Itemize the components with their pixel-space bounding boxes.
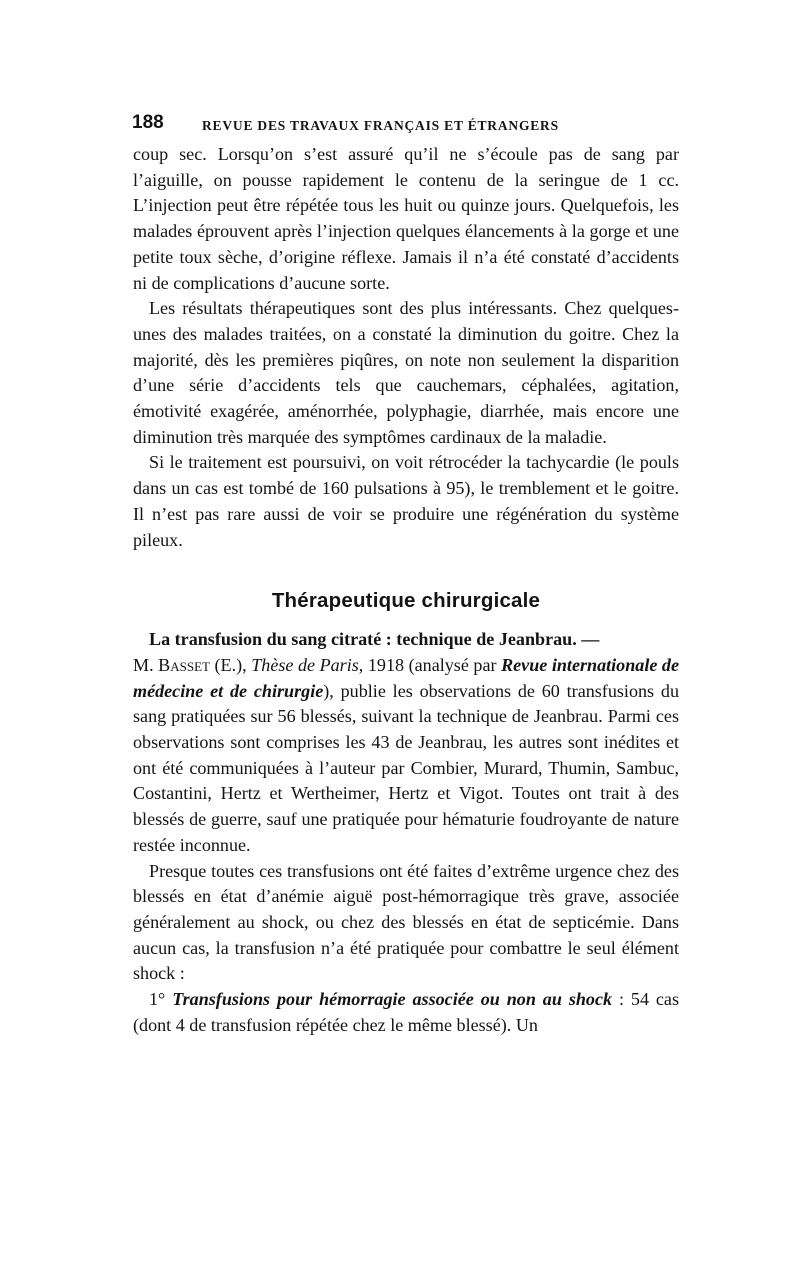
paragraph-treatment: Si le traitement est poursuivi, on voit rétrocéder la tachycardie (le pouls dans un cas est tombé de 160 pulsations à 95), le tremblement et le goitre. Il n’est pas rare aussi de voir se produire une régénération du système pileux. <box>133 452 679 550</box>
item-text: : 54 cas (dont 4 de transfusion répétée chez le même blessé). Un <box>133 989 680 1035</box>
item-heading: Transfusions pour hémorragie associée ou non au shock <box>172 989 613 1010</box>
page <box>133 112 679 1039</box>
running-title: REVUE DES TRAVAUX FRANÇAIS ET ÉTRANGERS <box>202 118 559 133</box>
thesis-title: Thèse de Paris <box>251 654 359 675</box>
paragraph-urgency: Presque toutes ces transfusions ont été faites d’extrême urgence chez des blessés en état d’anémie aiguë post-hémorragique très grave, associée généralement au shock, ou chez des blessés en état de septicémie. Dans aucun cas, la transfusion n’a été pratiquée pour combattre le seul élément shock : <box>133 860 679 984</box>
item-number: 1° <box>149 989 166 1010</box>
article-text-2: ), publie les observations de 60 transfusions du sang pratiquées sur 56 blessés, suivant la technique de Jeanbrau. Parmi ces observations sont comprises les 43 de Jeanbrau, les autres sont inédites et ont été communiquées à l’auteur par Combier, Murard, Thumin, Sambuc, Costantini, Hertz et Wertheimer, Hertz et Vigot. Toutes ont trait à des blessés de guerre, sauf une pratiquée pour hématurie foudroyante de nature restée inconnue. <box>133 680 679 855</box>
author-name: Basset (E.) <box>158 654 243 675</box>
paragraph-transfusion <box>133 627 679 858</box>
article-text-1: , 1918 (analysé par <box>358 654 502 675</box>
article-heading: La transfusion du sang citraté : technique de Jeanbrau. — <box>149 629 600 650</box>
paragraph-hemorrhage <box>133 987 679 1038</box>
paragraph-results: Les résultats thérapeutiques sont des plus intéressants. Chez quelques-unes des malades traitées, on a constaté la diminution du goitre. Chez la majorité, dès les premières piqûres, on note non seulement la disparition d’une série d’accidents tels que cauchemars, céphalées, agitation, émotivité exagérée, aménorrhée, polyphagie, diarrhée, mais encore une diminution très marquée des symptômes cardinaux de la maladie. <box>133 298 679 447</box>
journal-title: Revue internationale de médecine et de chirurgie <box>133 654 680 701</box>
paragraph-injection: coup sec. Lorsqu’on s’est assuré qu’il ne s’écoule pas de sang par l’aiguille, on pousse rapidement le contenu de la seringue de 1 cc. L’injection peut être répétée tous les huit ou quinze jours. Quelquefois, les malades éprouvent après l’injection quelques élancements à la gorge et une petite toux sèche, d’origine réflexe. Jamais il n’a été constaté d’accidents ni de complications d’aucune sorte. <box>133 144 679 293</box>
page-number: 188 <box>132 112 164 133</box>
running-head <box>133 112 679 142</box>
author-prefix: M. <box>133 654 159 675</box>
separator: , <box>242 654 252 675</box>
section-title: Thérapeutique chirurgicale <box>271 589 541 613</box>
